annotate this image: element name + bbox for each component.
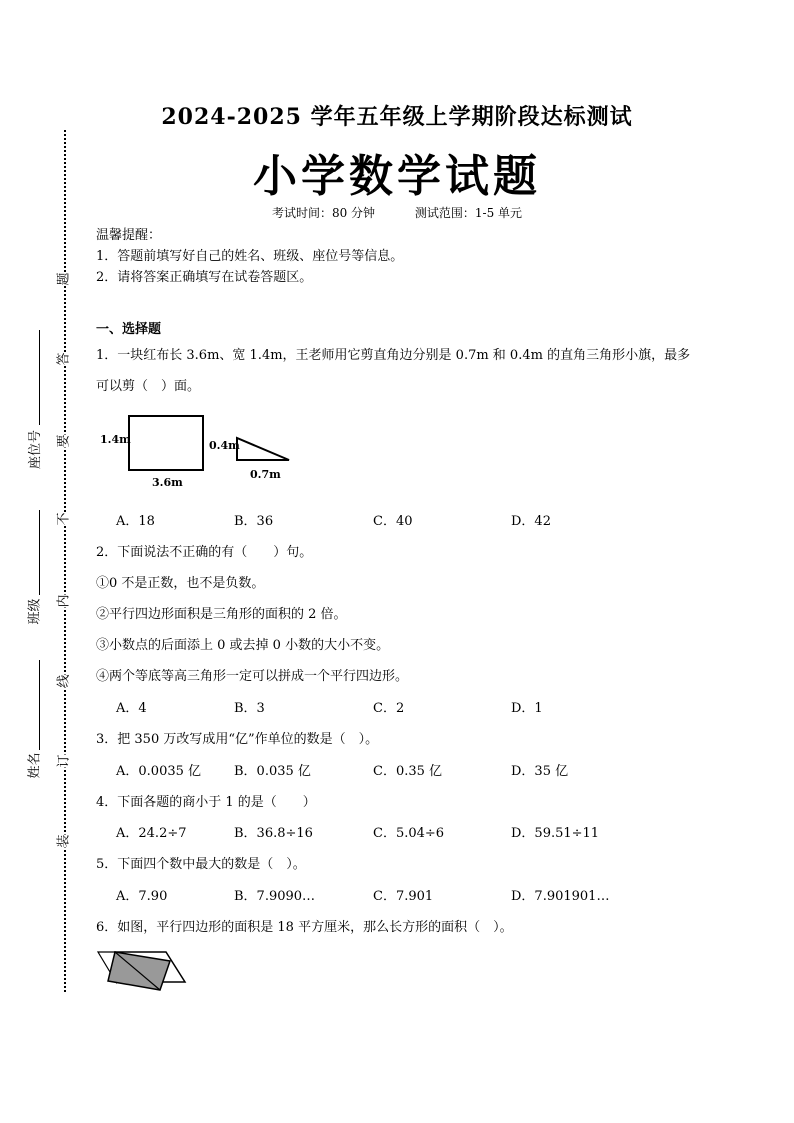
q3-option-d[interactable]: D．35 亿 <box>511 764 569 779</box>
seat-number-label: 座位号 <box>28 429 44 470</box>
q2-option-d[interactable]: D．1 <box>511 701 543 716</box>
tip-1: 1．答题前填写好自己的姓名、班级、座位号等信息。 <box>96 249 404 264</box>
q4-option-c[interactable]: C．5.04÷6 <box>373 826 445 841</box>
name-label: 姓名 <box>27 752 43 779</box>
name-blank[interactable] <box>39 660 40 750</box>
rect-width-label: 3.6m <box>152 476 183 489</box>
q1-option-d[interactable]: D．42 <box>511 514 551 529</box>
seal-char-2: 答 <box>56 352 72 366</box>
q6-shaded-rectangle <box>108 952 170 990</box>
q3-option-a[interactable]: A．0.0035 亿 <box>116 764 202 779</box>
exam-scope: 测试范围：1-5 单元 <box>414 206 523 220</box>
flag-triangle <box>237 438 289 460</box>
q5-option-d[interactable]: D．7.901901… <box>511 889 610 904</box>
red-cloth-rectangle <box>129 416 203 470</box>
q3-option-c[interactable]: C．0.35 亿 <box>373 764 443 779</box>
seal-char-7: 订 <box>56 754 72 768</box>
seal-char-8: 装 <box>56 834 72 848</box>
exam-info <box>0 204 794 221</box>
q3-option-b[interactable]: B．0.035 亿 <box>234 764 311 779</box>
exam-title: 2024-2025 学年五年级上学期阶段达标测试 <box>161 104 633 130</box>
q4-option-a[interactable]: A．24.2÷7 <box>116 826 187 841</box>
q6-figure <box>96 944 196 994</box>
q2-statement-2: ②平行四边形面积是三角形的面积的 2 倍。 <box>96 607 347 622</box>
tip-2: 2．请将答案正确填写在试卷答题区。 <box>96 270 313 285</box>
triangle-width-label: 0.7m <box>250 468 281 481</box>
exam-time: 考试时间：80 分钟 <box>271 206 376 220</box>
seal-char-1: 题 <box>56 272 72 286</box>
tips-title: 温馨提醒： <box>96 228 162 243</box>
q1-stem-line2: 可以剪（ ）面。 <box>96 379 201 394</box>
seat-number-blank[interactable] <box>39 330 40 425</box>
q2-statement-3: ③小数点的后面添上 0 或去掉 0 小数的大小不变。 <box>96 638 390 653</box>
q4-option-d[interactable]: D．59.51÷11 <box>511 826 600 841</box>
q2-option-c[interactable]: C．2 <box>373 701 405 716</box>
rect-height-label: 1.4m <box>100 433 131 446</box>
q5-option-b[interactable]: B．7.9090… <box>234 889 316 904</box>
q1-stem-line1: 1．一块红布长 3.6m、宽 1.4m，王老师用它剪直角边分别是 0.7m 和 0.4m 的直角三角形小旗，最多 <box>96 348 691 363</box>
q1-option-b[interactable]: B．36 <box>234 514 274 529</box>
main-title: 小学数学试题 <box>253 151 541 202</box>
q2-statement-4: ④两个等底等高三角形一定可以拼成一个平行四边形。 <box>96 669 409 684</box>
seal-char-4: 不 <box>56 512 72 526</box>
q2-stem: 2．下面说法不正确的有（ ）句。 <box>96 545 313 560</box>
q4-stem: 4．下面各题的商小于 1 的是（ ） <box>96 795 316 810</box>
binding-dotted-line <box>64 130 66 992</box>
q2-statement-1: ①0 不是正数，也不是负数。 <box>96 576 265 591</box>
q1-option-c[interactable]: C．40 <box>373 514 413 529</box>
q3-stem: 3．把 350 万改写成用“亿”作单位的数是（ ）。 <box>96 732 379 747</box>
q4-option-b[interactable]: B．36.8÷16 <box>234 826 313 841</box>
triangle-height-label: 0.4m <box>209 439 240 452</box>
q2-option-a[interactable]: A．4 <box>116 701 147 716</box>
q5-option-c[interactable]: C．7.901 <box>373 889 434 904</box>
class-label: 班级 <box>27 598 43 625</box>
q5-stem: 5．下面四个数中最大的数是（ ）。 <box>96 857 306 872</box>
class-blank[interactable] <box>39 510 40 595</box>
q1-option-a[interactable]: A．18 <box>116 514 155 529</box>
q2-option-b[interactable]: B．3 <box>234 701 265 716</box>
seal-char-5: 内 <box>56 594 72 608</box>
seal-char-6: 线 <box>56 674 72 688</box>
seal-char-3: 要 <box>56 434 72 448</box>
q6-stem: 6．如图，平行四边形的面积是 18 平方厘米，那么长方形的面积（ ）。 <box>96 920 513 935</box>
q5-option-a[interactable]: A．7.90 <box>116 889 168 904</box>
section-heading: 一、选择题 <box>96 322 162 337</box>
